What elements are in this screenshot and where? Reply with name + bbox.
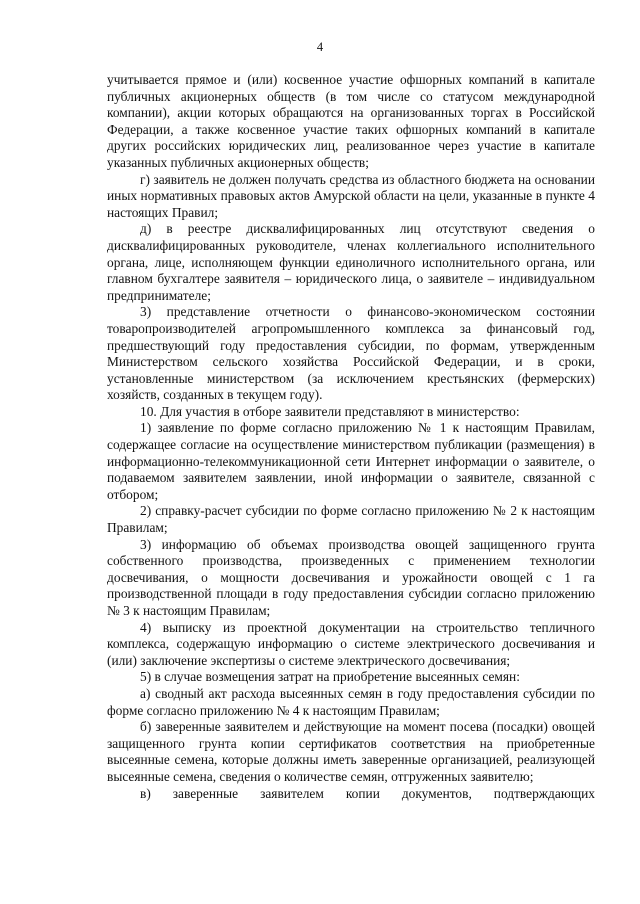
- paragraph-offshore-participation: учитывается прямое и (или) косвенное участие офшорных компаний в капитале публичных акционерных обществ (в том числе со статусом международной компании), акции которых обращаются на организованных торгах в Российской Федерации, а также косвенное участие таких офшорных компаний в капитале других российских юридических лиц, реализованное через участие в капитале указанных публичных акционерных обществ;: [107, 72, 595, 170]
- paragraph-item-g: г) заявитель не должен получать средства из областного бюджета на основании иных нормативных правовых актов Амурской области на цели, указанные в пункте 4 настоящих Правил;: [107, 171, 595, 220]
- paragraph-item-1-application: 1) заявление по форме согласно приложению № 1 к настоящим Правилам, содержащее согласие на осуществление министерством публикации (размещения) в информационно-телекоммуникационной сети Интернет информации о заявителе, о подаваемом заявителем заявлении, иной информации о заявителе, связанной с отбором;: [107, 420, 595, 502]
- document-body: [107, 72, 595, 802]
- paragraph-item-4-extract: 4) выписку из проектной документации на строительство тепличного комплекса, содержащую информацию о системе электрического досвечивания и (или) заключение экспертизы о системе электрического досвечивания;: [107, 619, 595, 668]
- paragraph-item-3-reporting: 3) представление отчетности о финансово-экономическом состоянии товаропроизводителей агропромышленного комплекса за финансовый год, предшествующий году предоставления субсидии, по формам, утвержденным Министерством сельского хозяйства Российской Федерации, и в сроки, установленные министерством (за исключением крестьянских (фермерских) хозяйств, созданных в текущем году).: [107, 304, 595, 403]
- paragraph-item-5-seeds: 5) в случае возмещения затрат на приобретение высеянных семян:: [140, 669, 520, 685]
- page-number: 4: [316, 40, 324, 54]
- paragraph-clause-10: 10. Для участия в отборе заявители представляют в министерство:: [140, 403, 520, 419]
- paragraph-item-2-calculation: 2) справку-расчет субсидии по форме согласно приложению № 2 к настоящим Правилам;: [107, 503, 595, 536]
- paragraph-item-b-certificates: б) заверенные заявителем и действующие на момент посева (посадки) овощей защищенного грунта копии сертификатов соответствия на приобретенные высеянные семена, которые должны иметь заверенные организацией, реализующей высеянные семена, сведения о количестве семян, отгруженных заявителю;: [107, 719, 595, 784]
- paragraph-item-d: д) в реестре дисквалифицированных лиц отсутствуют сведения о дисквалифицированных руководителе, членах коллегиального исполнительного органа, лице, исполняющем функции единоличного исполнительного органа, или главном бухгалтере заявителя – юридического лица, о заявителе – индивидуальном предпринимателе;: [107, 221, 595, 303]
- paragraph-item-3-production: 3) информацию об объемах производства овощей защищенного грунта собственного производства, произведенных с применением технологии досвечивания, о мощности досвечивания и урожайности овощей с 1 га производственной площади в году предоставления субсидии согласно приложению № 3 к настоящим Правилам;: [107, 536, 595, 618]
- paragraph-item-v-documents: в) заверенные заявителем копии документов, подтверждающих: [140, 785, 595, 801]
- paragraph-item-a-act: а) сводный акт расхода высеянных семян в году предоставления субсидии по форме согласно приложению № 4 к настоящим Правилам;: [107, 685, 595, 718]
